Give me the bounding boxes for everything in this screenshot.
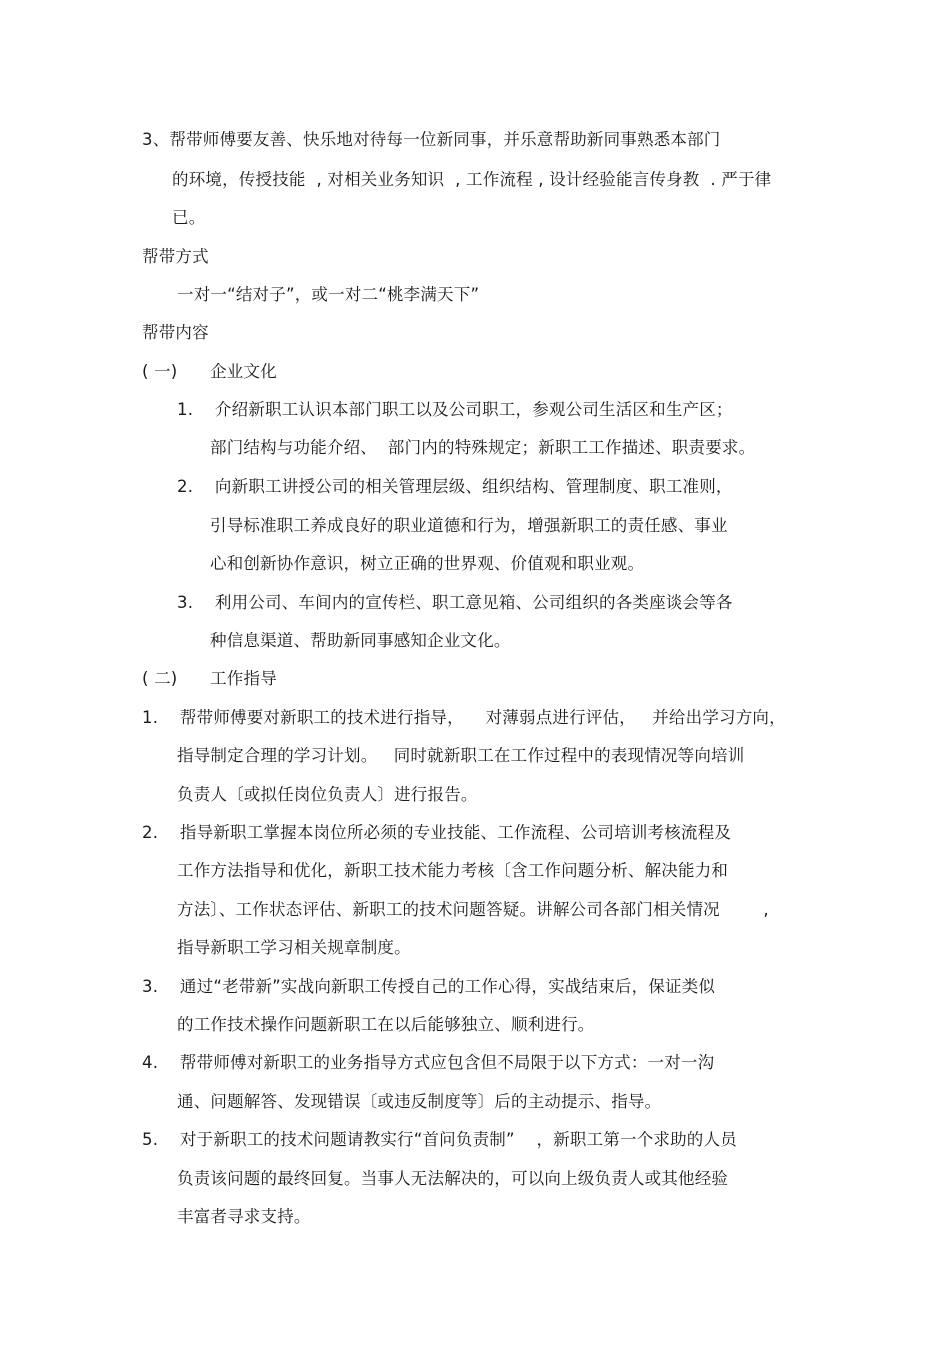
list-item: 1. 帮带师傅要对新职工的技术进行指导， 对薄弱点进行评估， 并给出学习方向， (142, 708, 786, 727)
list-item: 2. 向新职工讲授公司的相关管理层级、组织结构、管理制度、职工准则， (177, 477, 733, 496)
text-line: 一对一“结对子”，或一对二“桃李满天下” (177, 285, 480, 304)
text-line: 通、问题解答、发现错误〔或违反制度等〕后的主动提示、指导。 (177, 1092, 662, 1111)
text-line: 工作方法指导和优化，新职工技术能力考核〔含工作问题分析、解决能力和 (177, 861, 729, 880)
text-line: 的环境，传授技能 , 对相关业务知识 , 工作流程 , 设计经验能言传身教 . 严于律 (172, 170, 772, 189)
text-line: 的工作技术操作问题新职工在以后能够独立、顺利进行。 (177, 1015, 595, 1034)
text-line: 负责人〔或拟任岗位负责人〕进行报告。 (177, 785, 478, 804)
text-line: 负责该问题的最终回复。当事人无法解决的，可以向上级负责人或其他经验 (177, 1169, 729, 1188)
text-line: 已。 (172, 208, 206, 227)
text-line: 方法〕、工作状态评估、新职工的技术问题答疑。讲解公司各部门相关情况 , (177, 900, 769, 919)
list-item: 3. 利用公司、车间内的宣传栏、职工意见箱、公司组织的各类座谈会等各 (177, 593, 733, 612)
list-item: 3. 通过“老带新”实战向新职工传授自己的工作心得，实战结束后，保证类似 (142, 977, 716, 996)
text-line: 指导制定合理的学习计划。 同时就新职工在工作过程中的表现情况等向培训 (177, 746, 745, 765)
subsection-heading: ( 一) 企业文化 (142, 362, 277, 381)
list-item: 1. 介绍新职工认识本部门职工以及公司职工，参观公司生活区和生产区； (177, 400, 733, 419)
section-heading: 帮带内容 (142, 323, 209, 342)
subsection-heading: ( 二) 工作指导 (142, 669, 277, 688)
list-item: 4. 帮带师傅对新职工的业务指导方式应包含但不局限于以下方式：一对一沟 (142, 1053, 715, 1072)
text-line: 3、帮带师傅要友善、快乐地对待每一位新同事，并乐意帮助新同事熟悉本部门 (142, 130, 721, 149)
text-line: 心和创新协作意识，树立正确的世界观、价值观和职业观。 (210, 554, 645, 573)
text-line: 部门结构与功能介绍、 部门内的特殊规定；新职工工作描述、职责要求。 (210, 438, 756, 457)
list-item: 5. 对于新职工的技术问题请教实行“首问负责制” ，新职工第一个求助的人员 (142, 1130, 737, 1149)
text-line: 种信息渠道、帮助新同事感知企业文化。 (210, 631, 511, 650)
text-line: 指导新职工学习相关规章制度。 (177, 938, 411, 957)
section-heading: 帮带方式 (142, 247, 209, 266)
text-line: 丰富者寻求支持。 (177, 1207, 311, 1226)
list-item: 2. 指导新职工掌握本岗位所必须的专业技能、工作流程、公司培训考核流程及 (142, 823, 732, 842)
text-line: 引导标准职工养成良好的职业道德和行为，增强新职工的责任感、事业 (210, 516, 728, 535)
